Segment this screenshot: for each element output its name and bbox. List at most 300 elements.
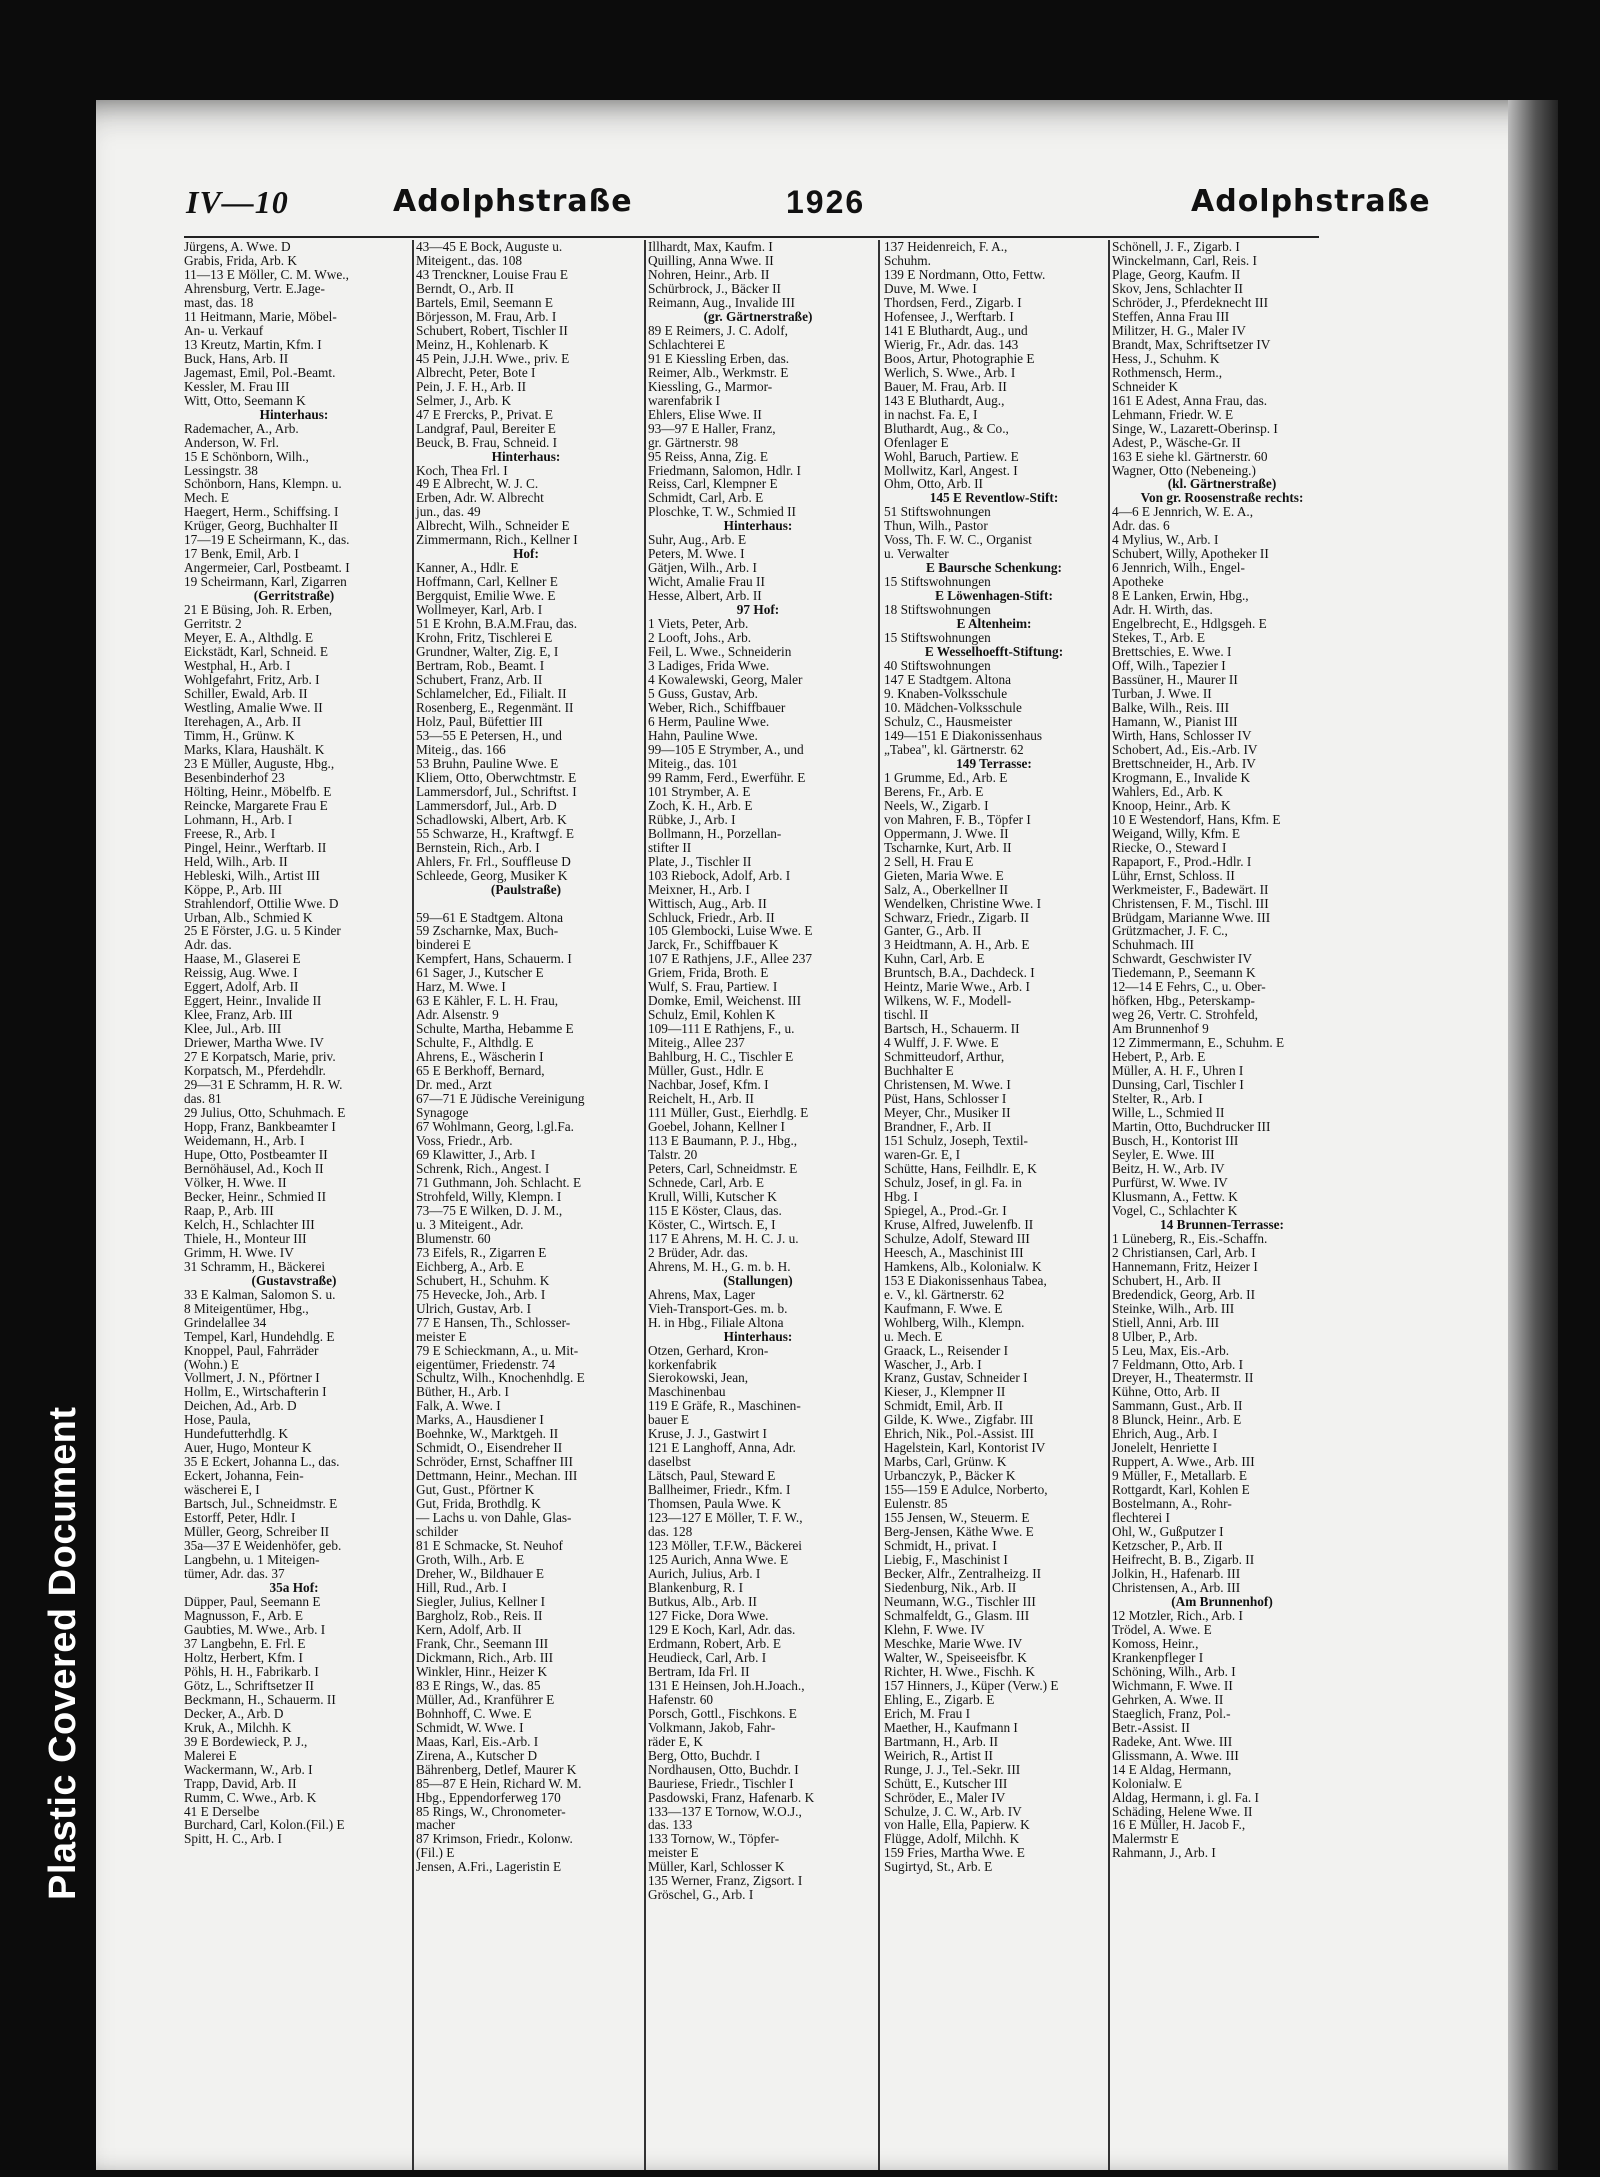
directory-entry: Haase, M., Glaserei E bbox=[184, 951, 301, 967]
binding-shadow bbox=[1508, 100, 1558, 2170]
directory-entry: Liebig, F., Maschinist I bbox=[884, 1552, 1008, 1568]
directory-entry: weg 26, Vertr. C. Strohfeld, bbox=[1112, 1007, 1259, 1023]
directory-entry: 49 E Albrecht, W. J. C. bbox=[416, 476, 539, 492]
directory-entry: Friedmann, Salomon, Hdlr. I bbox=[648, 462, 801, 478]
directory-entry: 129 E Koch, Karl, Adr. das. bbox=[648, 1621, 796, 1637]
directory-entry: Pingel, Heinr., Werftarb. II bbox=[184, 839, 327, 855]
directory-entry: 103 Riebock, Adolf, Arb. I bbox=[648, 867, 791, 883]
directory-entry: 75 Hevecke, Joh., Arb. I bbox=[416, 1286, 546, 1302]
directory-entry: Aurich, Julius, Arb. I bbox=[648, 1566, 761, 1582]
directory-entry: Miteig., das. 101 bbox=[648, 755, 738, 771]
directory-entry: Gilde, K. Wwe., Zigfabr. III bbox=[884, 1412, 1034, 1428]
directory-entry: Engelbrecht, E., Hdlgsgeh. E bbox=[1112, 616, 1267, 632]
directory-entry: Miteig., das. 166 bbox=[416, 741, 506, 757]
directory-entry: Richter, H. Wwe., Fischh. K bbox=[884, 1663, 1036, 1679]
directory-entry: von Halle, Ella, Papierw. K bbox=[884, 1817, 1030, 1833]
directory-entry: Weber, Rich., Schiffbauer bbox=[648, 699, 786, 715]
page-number: IV—10 bbox=[186, 184, 289, 220]
directory-entry: Urban, Alb., Schmied K bbox=[184, 909, 313, 925]
directory-entry: Bernstein, Rich., Arb. I bbox=[416, 839, 540, 855]
directory-entry: 79 E Schieckmann, A., u. Mit- bbox=[416, 1342, 579, 1358]
directory-entry: 15 Stiftswohnungen bbox=[884, 574, 991, 590]
directory-entry: Hebleski, Wilh., Artist III bbox=[184, 867, 320, 883]
directory-entry: Bertram, Ida Frl. II bbox=[648, 1663, 750, 1679]
directory-entry: Zirena, A., Kutscher D bbox=[416, 1747, 538, 1763]
directory-entry: 1 Viets, Peter, Arb. bbox=[648, 616, 749, 632]
directory-entry: Gerritstr. 2 bbox=[184, 616, 242, 632]
directory-entry: Schulz, Emil, Kohlen K bbox=[648, 1007, 776, 1023]
directory-entry: Meschke, Marie Wwe. IV bbox=[884, 1635, 1023, 1651]
directory-entry: 37 Langbehn, E. Frl. E bbox=[184, 1635, 306, 1651]
directory-entry: 5 Guss, Gustav, Arb. bbox=[648, 686, 758, 701]
year: 1926 bbox=[786, 184, 866, 220]
directory-entry: Schmidt, Carl, Arb. E bbox=[648, 490, 764, 506]
directory-entry: Lehmann, Friedr. W. E bbox=[1112, 406, 1234, 422]
directory-entry: Stekes, T., Arb. E bbox=[1112, 630, 1205, 646]
directory-entry: Grindelallee 34 bbox=[184, 1314, 267, 1330]
directory-entry: 69 Klawitter, J., Arb. I bbox=[416, 1146, 536, 1162]
directory-entry: Pein, J. F. H., Arb. II bbox=[416, 378, 527, 394]
directory-entry: Schneider K bbox=[1112, 378, 1179, 394]
directory-entry: Weigand, Willy, Kfm. E bbox=[1112, 825, 1241, 841]
directory-entry: Schubert, Robert, Tischler II bbox=[416, 322, 568, 338]
directory-entry: Becker, Heinr., Schmied II bbox=[184, 1188, 326, 1204]
directory-entry: Magnusson, F., Arb. E bbox=[184, 1607, 303, 1623]
directory-entry: Von gr. Roosenstraße rechts: bbox=[1140, 490, 1304, 506]
directory-entry: 125 Aurich, Anna Wwe. E bbox=[648, 1552, 789, 1568]
directory-entry: Schlamelcher, Ed., Filialt. II bbox=[416, 686, 567, 701]
directory-entry: 119 E Gräfe, R., Maschinen- bbox=[648, 1398, 801, 1414]
directory-entry: Christensen, A., Arb. III bbox=[1112, 1580, 1241, 1595]
directory-entry: 155—159 E Adulce, Norberto, bbox=[884, 1482, 1048, 1498]
directory-entry: Schönell, J. F., Zigarb. I bbox=[1112, 239, 1240, 254]
directory-entry: Berndt, O., Arb. II bbox=[416, 280, 514, 296]
directory-entry: Eckert, Johanna, Fein- bbox=[184, 1468, 304, 1484]
directory-entry: 99 Ramm, Ferd., Ewerführ. E bbox=[648, 769, 806, 785]
directory-entry: Brettschneider, H., Arb. IV bbox=[1112, 755, 1256, 771]
directory-entry: u. Verwalter bbox=[884, 546, 949, 562]
directory-entry: (Wohn.) E bbox=[184, 1356, 240, 1372]
document-page bbox=[96, 100, 1558, 2170]
directory-entry: 73 Eifels, R., Zigarren E bbox=[416, 1244, 547, 1260]
directory-entry: Bluthardt, Aug., & Co., bbox=[884, 420, 1009, 436]
directory-entry: 85—87 E Hein, Richard W. M. bbox=[416, 1775, 582, 1791]
street-name-right: Adolphstraße bbox=[1191, 184, 1431, 219]
directory-entry: Heesch, A., Maschinist III bbox=[884, 1244, 1024, 1260]
directory-entry: Albrecht, Wilh., Schneider E bbox=[416, 518, 570, 534]
directory-entry: Schuhmach. III bbox=[1112, 937, 1194, 953]
directory-entry: u. 3 Miteigent., Adr. bbox=[416, 1216, 524, 1232]
directory-entry: Grützmacher, J. F. C., bbox=[1112, 923, 1228, 939]
directory-entry: Schmalfeldt, G., Glasm. III bbox=[884, 1607, 1030, 1623]
directory-entry: Eggert, Adolf, Arb. II bbox=[184, 979, 299, 995]
directory-entry: Bertram, Rob., Beamt. I bbox=[416, 658, 545, 674]
directory-entry: 8 Ulber, P., Arb. bbox=[1112, 1328, 1198, 1344]
directory-entry: 101 Strymber, A. E bbox=[648, 783, 751, 799]
directory-entry: Langbehn, u. 1 Miteigen- bbox=[184, 1552, 320, 1568]
directory-entry: 14 Brunnen-Terrasse: bbox=[1160, 1216, 1284, 1232]
directory-entry: waren-Gr. E, I bbox=[884, 1146, 961, 1162]
directory-entry: Korpatsch, M., Pferdehdlr. bbox=[184, 1063, 326, 1079]
directory-entry: 23 E Müller, Auguste, Hbg., bbox=[184, 755, 335, 771]
directory-entry: Wichmann, F. Wwe. II bbox=[1112, 1677, 1233, 1693]
directory-entry: Flügge, Adolf, Milchh. K bbox=[884, 1831, 1020, 1847]
column-divider bbox=[412, 240, 414, 2170]
directory-entry: Boos, Artur, Photographie E bbox=[884, 350, 1035, 366]
directory-entry: Decker, A., Arb. D bbox=[184, 1705, 284, 1721]
directory-entry: Berens, Fr., Arb. E bbox=[884, 783, 984, 799]
directory-entry: E Löwenhagen-Stift: bbox=[935, 588, 1053, 604]
directory-entry: Gut, Gust., Pförtner K bbox=[416, 1482, 535, 1498]
directory-entry: Nordhausen, Otto, Buchdr. I bbox=[648, 1761, 799, 1777]
directory-entry: 6 Jennrich, Wilh., Engel- bbox=[1112, 560, 1245, 576]
directory-entry: Balke, Wilh., Reis. III bbox=[1112, 699, 1230, 715]
directory-entry: 31 Schramm, H., Bäckerei bbox=[184, 1258, 326, 1274]
directory-entry: Schmidt, W. Wwe. I bbox=[416, 1719, 524, 1735]
directory-entry: räder E, K bbox=[648, 1733, 704, 1749]
directory-entry: Reichelt, H., Arb. II bbox=[648, 1091, 754, 1107]
directory-entry: Ahrens, M. H., G. m. b. H. bbox=[648, 1258, 791, 1274]
directory-entry: e. V., kl. Gärtnerstr. 62 bbox=[884, 1286, 1005, 1302]
directory-entry: Hamann, W., Pianist III bbox=[1112, 713, 1238, 729]
directory-entry: 43—45 E Bock, Auguste u. bbox=[416, 239, 563, 254]
directory-entry: Meyer, Chr., Musiker II bbox=[884, 1105, 1011, 1121]
directory-entry: Rapaport, F., Prod.-Hdlr. I bbox=[1112, 853, 1252, 869]
directory-entry: korkenfabrik bbox=[648, 1356, 717, 1372]
directory-entry: Weidemann, H., Arb. I bbox=[184, 1133, 305, 1148]
directory-entry: (Fil.) E bbox=[416, 1845, 455, 1861]
directory-entry: Werlich, S. Wwe., Arb. I bbox=[884, 364, 1016, 380]
directory-entry: Sugirtyd, St., Arb. E bbox=[884, 1859, 993, 1875]
directory-entry: Gätjen, Wilh., Arb. I bbox=[648, 560, 757, 576]
directory-entry: 133—137 E Tornow, W.O.J., bbox=[648, 1803, 802, 1819]
directory-entry: Bohnhoff, C. Wwe. E bbox=[416, 1705, 532, 1721]
directory-entry: Dickmann, Rich., Arb. III bbox=[416, 1649, 554, 1665]
directory-entry: Harz, M. Wwe. I bbox=[416, 979, 506, 995]
directory-entry: Goebel, Johann, Kellner I bbox=[648, 1119, 785, 1135]
directory-entry: von Mahren, F. B., Töpfer I bbox=[884, 811, 1031, 827]
directory-entry: Bassüner, H., Maurer II bbox=[1112, 672, 1238, 688]
directory-entry: Spitt, H. C., Arb. I bbox=[184, 1831, 282, 1847]
directory-entry: Hagelstein, Karl, Kontorist IV bbox=[884, 1440, 1046, 1456]
directory-entry: Pöhls, H. H., Fabrikarb. I bbox=[184, 1663, 319, 1679]
directory-entry: Busch, H., Kontorist III bbox=[1112, 1133, 1239, 1148]
directory-entry: Christensen, F. M., Tischl. III bbox=[1112, 895, 1269, 911]
directory-entry: Adest, P., Wäsche-Gr. II bbox=[1112, 434, 1241, 450]
directory-entry: Heudieck, Carl, Arb. I bbox=[648, 1649, 767, 1665]
column-2 bbox=[416, 240, 636, 1874]
directory-entry: Wackermann, W., Arb. I bbox=[184, 1761, 313, 1777]
directory-entry: Landgraf, Paul, Bereiter E bbox=[416, 420, 556, 436]
directory-entry: Klusmann, A., Fettw. K bbox=[1112, 1188, 1238, 1204]
directory-entry: Kern, Adolf, Arb. II bbox=[416, 1621, 522, 1637]
directory-entry: Eickstädt, Karl, Schneid. E bbox=[184, 644, 329, 660]
directory-entry: Bernöhäusel, Ad., Koch II bbox=[184, 1160, 324, 1176]
directory-entry: 141 E Bluthardt, Aug., und bbox=[884, 322, 1028, 338]
directory-entry: Schubert, H., Schuhm. K bbox=[416, 1272, 550, 1288]
directory-entry: Illhardt, Max, Kaufm. I bbox=[648, 239, 773, 254]
directory-entry: Falk, A. Wwe. I bbox=[416, 1398, 501, 1414]
directory-entry: Klee, Jul., Arb. III bbox=[184, 1021, 282, 1037]
directory-entry: Meyer, E. A., Althdlg. E bbox=[184, 630, 314, 646]
directory-entry: Plate, J., Tischler II bbox=[648, 853, 752, 869]
directory-entry: 113 E Baumann, P. J., Hbg., bbox=[648, 1133, 798, 1148]
directory-entry: Klehn, F. Wwe. IV bbox=[884, 1621, 985, 1637]
directory-entry: Börjesson, M. Frau, Arb. I bbox=[416, 308, 557, 324]
directory-entry: Müller, Karl, Schlosser K bbox=[648, 1859, 785, 1875]
directory-entry: Reiss, Carl, Klempner E bbox=[648, 476, 778, 492]
directory-entry: Beckmann, H., Schauerm. II bbox=[184, 1691, 336, 1707]
directory-entry: Schulz, C., Hausmeister bbox=[884, 713, 1013, 729]
directory-entry: 8 E Lanken, Erwin, Hbg., bbox=[1112, 588, 1249, 604]
directory-entry: Hoffmann, Carl, Kellner E bbox=[416, 574, 558, 590]
directory-entry: 83 E Rings, W., das. 85 bbox=[416, 1677, 541, 1693]
directory-entry: Krankenpfleger I bbox=[1112, 1649, 1204, 1665]
directory-entry: Domke, Emil, Weichenst. III bbox=[648, 993, 802, 1009]
directory-entry: Beitz, H. W., Arb. IV bbox=[1112, 1160, 1225, 1176]
directory-entry: Feil, L. Wwe., Schneiderin bbox=[648, 644, 792, 660]
directory-entry: Neumann, W.G., Tischler III bbox=[884, 1593, 1036, 1609]
directory-entry: Schubert, H., Arb. II bbox=[1112, 1272, 1221, 1288]
directory-entry: Komoss, Heinr., bbox=[1112, 1635, 1199, 1651]
directory-entry: Meixner, H., Arb. I bbox=[648, 881, 750, 897]
directory-entry: Lessingstr. 38 bbox=[184, 462, 258, 478]
directory-entry: 10 E Westendorf, Hans, Kfm. E bbox=[1112, 811, 1281, 827]
directory-entry: Völker, H. Wwe. II bbox=[184, 1174, 287, 1190]
directory-entry: Hbg. I bbox=[884, 1188, 918, 1204]
directory-entry: Raap, P., Arb. III bbox=[184, 1202, 274, 1218]
side-label-text: Plastic Covered Document bbox=[42, 1406, 84, 1900]
directory-entry: 45 Pein, J.J.H. Wwe., priv. E bbox=[416, 350, 570, 366]
directory-entry: Jonelelt, Henriette I bbox=[1112, 1440, 1218, 1456]
directory-entry: schilder bbox=[416, 1524, 459, 1540]
directory-entry: bauer E bbox=[648, 1412, 689, 1428]
directory-entry: Dettmann, Heinr., Mechan. III bbox=[416, 1468, 578, 1484]
directory-entry: Adr. Alsenstr. 9 bbox=[416, 1007, 499, 1023]
directory-entry: Schrenk, Rich., Angest. I bbox=[416, 1160, 550, 1176]
directory-entry: Angermeier, Carl, Postbeamt. I bbox=[184, 560, 350, 576]
directory-entry: Strahlendorf, Ottilie Wwe. D bbox=[184, 895, 339, 911]
directory-entry: Eggert, Heinr., Invalide II bbox=[184, 993, 322, 1009]
directory-entry: 35a—37 E Weidenhöfer, geb. bbox=[184, 1538, 342, 1554]
directory-entry: Kaufmann, F. Wwe. E bbox=[884, 1300, 1003, 1316]
directory-entry: 4 Kowalewski, Georg, Maler bbox=[648, 672, 803, 688]
directory-entry: Hafenstr. 60 bbox=[648, 1691, 713, 1707]
directory-entry: Reimann, Aug., Invalide III bbox=[648, 294, 795, 310]
directory-entry: Kruse, J. J., Gastwirt I bbox=[648, 1426, 767, 1442]
directory-entry: Rahmann, J., Arb. I bbox=[1112, 1845, 1216, 1861]
directory-entry: Bostelmann, A., Rohr- bbox=[1112, 1496, 1232, 1512]
directory-entry: 1 Lüneberg, R., Eis.-Schaffn. bbox=[1112, 1230, 1268, 1246]
directory-entry: Berg, Otto, Buchdr. I bbox=[648, 1747, 761, 1763]
directory-entry: Meinz, H., Kohlenarb. K bbox=[416, 336, 549, 352]
directory-entry: Purfürst, W. Wwe. IV bbox=[1112, 1174, 1228, 1190]
directory-entry: Neels, W., Zigarb. I bbox=[884, 797, 989, 813]
directory-entry: Thiele, H., Monteur III bbox=[184, 1230, 307, 1246]
directory-entry: Mollwitz, Karl, Angest. I bbox=[884, 462, 1018, 478]
directory-entry: Steffen, Anna Frau III bbox=[1112, 308, 1230, 324]
directory-entry: Wohlberg, Wilh., Klempn. bbox=[884, 1314, 1025, 1330]
directory-entry: Driewer, Martha Wwe. IV bbox=[184, 1035, 324, 1051]
directory-entry: 145 E Reventlow-Stift: bbox=[929, 490, 1059, 506]
directory-entry: (Gustavstraße) bbox=[251, 1272, 337, 1288]
directory-entry: Urbanczyk, P., Bäcker K bbox=[884, 1468, 1016, 1484]
directory-entry: Am Brunnenhof 9 bbox=[1112, 1021, 1209, 1037]
directory-entry: Eulenstr. 85 bbox=[884, 1496, 948, 1512]
directory-entry: Stiell, Anni, Arb. III bbox=[1112, 1314, 1220, 1330]
directory-entry: 17 Benk, Emil, Arb. I bbox=[184, 546, 299, 562]
directory-entry: Buchhalter E bbox=[884, 1063, 954, 1079]
directory-entry: tümer, Adr. das. 37 bbox=[184, 1566, 285, 1582]
directory-entry: 41 E Derselbe bbox=[184, 1803, 260, 1819]
directory-entry: 115 E Köster, Claus, das. bbox=[648, 1202, 782, 1218]
directory-entry: Bartsch, Jul., Schneidmstr. E bbox=[184, 1496, 338, 1512]
directory-entry: Müller, A. H. F., Uhren I bbox=[1112, 1063, 1244, 1079]
directory-entry: Apotheke bbox=[1112, 574, 1164, 590]
directory-entry: Lühr, Ernst, Schloss. II bbox=[1112, 867, 1235, 883]
directory-entry: 59 Zscharnke, Max, Buch- bbox=[416, 923, 559, 939]
directory-entry: Oppermann, J. Wwe. II bbox=[884, 825, 1009, 841]
directory-entry: Büther, H., Arb. I bbox=[416, 1384, 509, 1400]
directory-entry: Anderson, W. Frl. bbox=[184, 434, 279, 450]
directory-entry: Beuck, B. Frau, Schneid. I bbox=[416, 434, 558, 450]
directory-entry: 21 E Büsing, Joh. R. Erben, bbox=[184, 602, 333, 618]
directory-entry: Köster, C., Wirtsch. E, I bbox=[648, 1216, 776, 1232]
directory-entry: Graack, L., Reisender I bbox=[884, 1342, 1009, 1358]
directory-entry: Wille, L., Schmied II bbox=[1112, 1105, 1225, 1121]
directory-entry: Köppe, P., Arb. III bbox=[184, 881, 282, 897]
directory-entry: Schmitteudorf, Arthur, bbox=[884, 1049, 1005, 1065]
directory-entry: Marks, A., Hausdiener I bbox=[416, 1412, 544, 1428]
directory-entry: Ketzscher, P., Arb. II bbox=[1112, 1538, 1223, 1554]
directory-entry: Kiessling, G., Marmor- bbox=[648, 378, 773, 394]
directory-entry: (gr. Gärtnerstraße) bbox=[703, 308, 813, 324]
directory-entry: Christensen, M. Wwe. I bbox=[884, 1077, 1011, 1093]
directory-entry: 33 E Kalman, Salomon S. u. bbox=[184, 1286, 336, 1302]
directory-entry: Otzen, Gerhard, Kron- bbox=[648, 1342, 769, 1358]
directory-entry: Rosenberg, E., Regenmänt. II bbox=[416, 699, 574, 715]
directory-entry: Wulf, S. Frau, Partiew. I bbox=[648, 979, 778, 995]
directory-entry: Siegler, Julius, Kellner I bbox=[416, 1593, 546, 1609]
directory-entry: Bruntsch, B.A., Dachdeck. I bbox=[884, 965, 1035, 981]
directory-entry: Quilling, Anna Wwe. II bbox=[648, 252, 774, 268]
directory-entry: Schnede, Carl, Arb. E bbox=[648, 1174, 764, 1190]
directory-entry: Maas, Karl, Eis.-Arb. I bbox=[416, 1733, 539, 1749]
directory-entry: 111 Müller, Gust., Eierhdlg. E bbox=[648, 1105, 809, 1121]
directory-entry: Ganter, G., Arb. II bbox=[884, 923, 982, 939]
directory-entry: 121 E Langhoff, Anna, Adr. bbox=[648, 1440, 796, 1456]
directory-entry: Gut, Frida, Brothdlg. K bbox=[416, 1496, 541, 1512]
directory-entry: Peters, M. Wwe. I bbox=[648, 546, 745, 562]
directory-entry: Ruppert, A. Wwe., Arb. III bbox=[1112, 1454, 1255, 1470]
directory-entry: Auer, Hugo, Monteur K bbox=[184, 1440, 312, 1456]
directory-entry: (Am Brunnenhof) bbox=[1171, 1593, 1273, 1609]
directory-entry: Wohl, Baruch, Partiew. E bbox=[884, 448, 1019, 464]
directory-entry: Radeke, Ant. Wwe. III bbox=[1112, 1733, 1233, 1749]
directory-entry: 17—19 E Scheirmann, K., das. bbox=[184, 532, 350, 548]
directory-entry: Lohmann, H., Arb. I bbox=[184, 811, 293, 827]
directory-entry: Hopp, Franz, Bankbeamter I bbox=[184, 1119, 336, 1135]
directory-entry: flechterei I bbox=[1112, 1510, 1170, 1526]
directory-entry: warenfabrik I bbox=[648, 392, 720, 408]
directory-entry: Hamkens, Alb., Kolonialw. K bbox=[884, 1258, 1042, 1274]
directory-entry: das. 81 bbox=[184, 1091, 222, 1107]
directory-entry: Erben, Adr. W. Albrecht bbox=[416, 490, 544, 506]
directory-entry: Hebert, P., Arb. E bbox=[1112, 1049, 1206, 1065]
directory-entry: Schröder, J., Pferdeknecht III bbox=[1112, 294, 1269, 310]
directory-entry: 27 E Korpatsch, Marie, priv. bbox=[184, 1049, 336, 1065]
directory-entry: Ehrich, Aug., Arb. I bbox=[1112, 1426, 1218, 1442]
directory-entry: Jolkin, H., Hafenarb. III bbox=[1112, 1566, 1241, 1582]
directory-entry: 4 Mylius, W., Arb. I bbox=[1112, 532, 1219, 548]
directory-entry: Ohl, W., Gußputzer I bbox=[1112, 1524, 1224, 1540]
directory-entry: Hinterhaus: bbox=[491, 448, 561, 464]
directory-entry: Düpper, Paul, Seemann E bbox=[184, 1593, 321, 1609]
directory-entry: Kelch, H., Schlachter III bbox=[184, 1216, 315, 1232]
directory-entry: Hbg., Eppendorferweg 170 bbox=[416, 1789, 561, 1805]
directory-entry: 135 Werner, Franz, Zigsort. I bbox=[648, 1873, 803, 1889]
directory-entry: Rumm, C. Wwe., Arb. K bbox=[184, 1789, 317, 1805]
directory-entry: Malerei E bbox=[184, 1747, 237, 1763]
directory-entry: Ofenlager E bbox=[884, 434, 949, 450]
directory-entry: meister E bbox=[416, 1328, 467, 1344]
directory-entry: Mech. E bbox=[184, 490, 230, 506]
directory-entry: Hannemann, Fritz, Heizer I bbox=[1112, 1258, 1258, 1274]
directory-entry: Peters, Carl, Schneidmstr. E bbox=[648, 1160, 798, 1176]
directory-entry: Schütt, E., Kutscher III bbox=[884, 1775, 1008, 1791]
directory-entry: Haegert, Herm., Schiffsing. I bbox=[184, 504, 339, 520]
directory-entry: Hof: bbox=[513, 546, 539, 562]
directory-entry: 16 E Müller, H. Jacob F., bbox=[1112, 1817, 1246, 1833]
directory-entry: 9. Knaben-Volksschule bbox=[884, 686, 1008, 701]
directory-entry: Sammann, Gust., Arb. II bbox=[1112, 1398, 1243, 1414]
directory-entry: 8 Blunck, Heinr., Arb. E bbox=[1112, 1412, 1242, 1428]
directory-entry: Ehlers, Elise Wwe. II bbox=[648, 406, 762, 422]
directory-entry: 11 Heitmann, Marie, Möbel- bbox=[184, 308, 337, 324]
directory-entry: Bredendick, Georg, Arb. II bbox=[1112, 1286, 1256, 1302]
directory-entry: Militzer, H. G., Maler IV bbox=[1112, 322, 1246, 338]
directory-entry: Wierig, Fr., Adr. das. 143 bbox=[884, 336, 1019, 352]
directory-entry: 59—61 E Stadtgem. Altona bbox=[416, 909, 563, 925]
directory-entry: 95 Reiss, Anna, Zig. E bbox=[648, 448, 769, 464]
directory-entry: macher bbox=[416, 1817, 456, 1833]
directory-entry: Glissmann, A. Wwe. III bbox=[1112, 1747, 1239, 1763]
directory-entry: Schröder, Ernst, Schaffner III bbox=[416, 1454, 573, 1470]
directory-entry: Erich, M. Frau I bbox=[884, 1705, 971, 1721]
directory-entry: stifter II bbox=[648, 839, 692, 855]
directory-entry: höfken, Hbg., Peterskamp- bbox=[1112, 993, 1255, 1009]
directory-entry: Holtz, Herbert, Kfm. I bbox=[184, 1649, 303, 1665]
directory-entry: (Stallungen) bbox=[723, 1272, 793, 1288]
directory-entry: Werkmeister, F., Badewärt. II bbox=[1112, 881, 1269, 897]
directory-entry: Erdmann, Robert, Arb. E bbox=[648, 1635, 781, 1651]
directory-entry: Volkmann, Jakob, Fahr- bbox=[648, 1719, 776, 1735]
directory-entry: Lätsch, Paul, Steward E bbox=[648, 1468, 776, 1484]
directory-entry: Reincke, Margarete Frau E bbox=[184, 797, 328, 813]
directory-entry: Hundefutterhdlg. K bbox=[184, 1426, 289, 1442]
directory-entry: 39 E Bordewieck, P. J., bbox=[184, 1733, 308, 1749]
directory-entry: Kranz, Gustav, Schneider I bbox=[884, 1370, 1028, 1386]
directory-entry: Burchard, Carl, Kolon.(Fil.) E bbox=[184, 1817, 345, 1833]
directory-entry: 29—31 E Schramm, H. R. W. bbox=[184, 1077, 343, 1093]
directory-entry: Nachbar, Josef, Kfm. I bbox=[648, 1077, 769, 1093]
directory-entry: Kanner, A., Hdlr. E bbox=[416, 560, 519, 576]
directory-entry: meister E bbox=[648, 1845, 699, 1861]
directory-entry: 149—151 E Diakonissenhaus bbox=[884, 727, 1043, 743]
directory-entry: Kliem, Otto, Oberwchtmstr. E bbox=[416, 769, 577, 785]
directory-entry: Jarck, Fr., Schiffbauer K bbox=[648, 937, 779, 953]
directory-entry: Lammersdorf, Jul., Schriftst. I bbox=[416, 783, 577, 799]
